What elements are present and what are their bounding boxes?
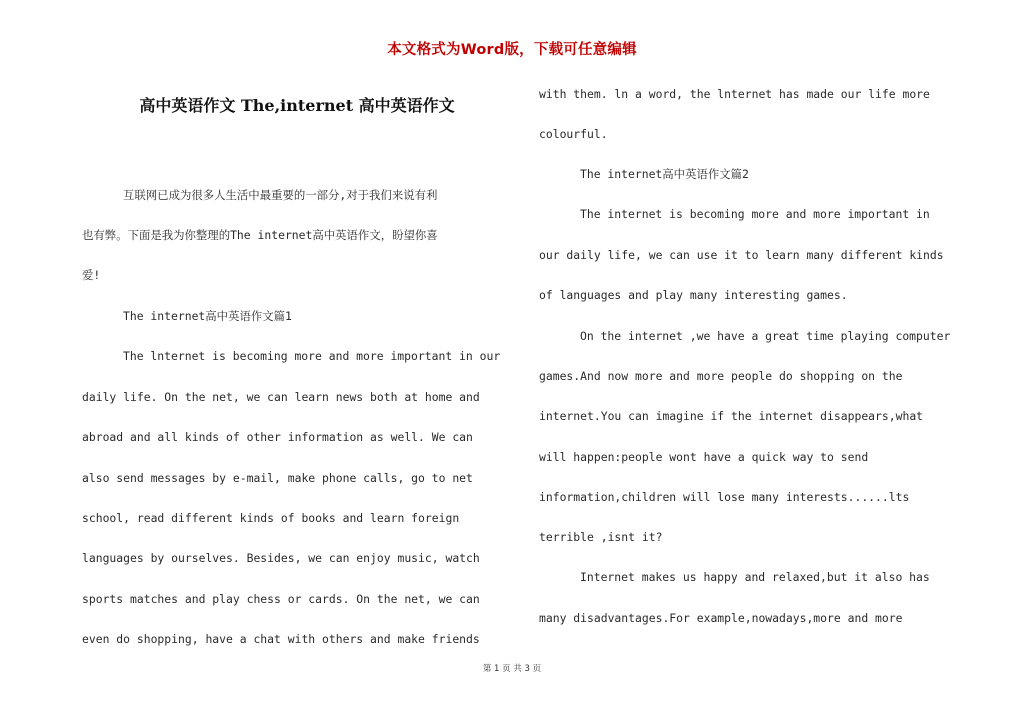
page-number: 第 1 页 共 3 页 — [482, 664, 542, 674]
right-line: will happen:people wont have a quick way to send — [539, 450, 869, 464]
left-line: abroad and all kinds of other information as well. We can — [82, 430, 473, 444]
right-line: terrible ,isnt it? — [539, 530, 663, 544]
download-banner: 本文格式为Word版，下载可任意编辑 — [387, 42, 637, 58]
left-line: languages by ourselves. Besides, we can enjoy music, watch — [82, 551, 480, 565]
right-line: of languages and play many interesting games. — [539, 288, 848, 302]
right-line: On the internet ,we have a great time playing computer — [580, 329, 951, 343]
section-heading-1: The internet高中英语作文篇1 — [123, 309, 292, 323]
left-line: 爱! — [82, 268, 101, 282]
article-title: 高中英语作文 The,internet 高中英语作文 — [139, 96, 455, 115]
left-line: also send messages by e-mail, make phone calls, go to net — [82, 471, 473, 485]
right-line: our daily life, we can use it to learn many different kinds — [539, 248, 944, 262]
left-line: sports matches and play chess or cards. On the net, we can — [82, 592, 480, 606]
left-line: daily life. On the net, we can learn news both at home and — [82, 390, 480, 404]
right-line: information,children will lose many interests......lts — [539, 490, 910, 504]
left-line: 互联网已成为很多人生活中最重要的一部分,对于我们来说有利 — [123, 188, 438, 202]
right-line: games.And now more and more people do shopping on the — [539, 369, 903, 383]
left-line: school, read different kinds of books and learn foreign — [82, 511, 460, 525]
right-line: many disadvantages.For example,nowadays,more and more — [539, 611, 903, 625]
section-heading-2: The internet高中英语作文篇2 — [580, 167, 749, 181]
right-line: internet.You can imagine if the internet disappears,what — [539, 409, 924, 423]
right-line: colourful. — [539, 127, 608, 141]
right-line: with them. ln a word, the lnternet has made our life more — [539, 87, 930, 101]
left-line: even do shopping, have a chat with others and make friends — [82, 632, 480, 646]
right-line: The internet is becoming more and more important in — [580, 207, 930, 221]
right-line: Internet makes us happy and relaxed,but it also has — [580, 570, 930, 584]
left-line: 也有弊。下面是我为你整理的The internet高中英语作文，盼望你喜 — [82, 228, 438, 242]
left-line: The lnternet is becoming more and more important in our — [123, 349, 501, 363]
